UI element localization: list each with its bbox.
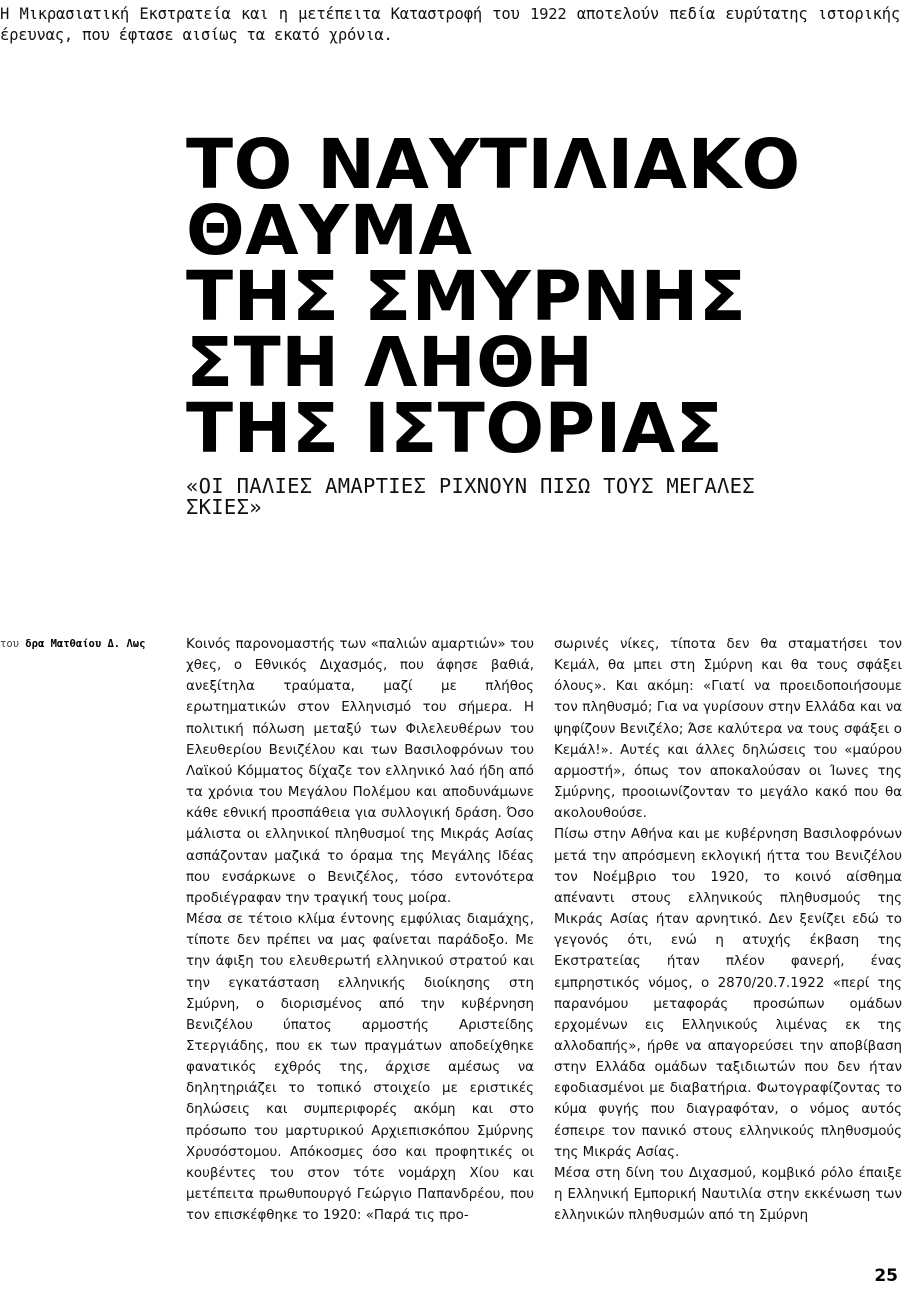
article-title [186, 125, 886, 469]
article-subtitle: «ΟΙ ΠΑΛΙΕΣ ΑΜΑΡΤΙΕΣ ΡΙΧΝΟΥΝ ΠΙΣΩ ΤΟΥΣ ΜΕΓΑΛΕΣ ΣΚΙΕΣ» [186, 474, 755, 519]
paragraph: Μέσα σε τέτοιο κλίμα έντονης εμφύλιας διαμάχης, τίποτε δεν πρέπει να μας φαίνεται παράδοξο. Με την άφιξη του ελευθερωτή ελληνικού στρατού και την εγκατάσταση ελληνικής διοίκησης στη Σμύρνη, ο διορισμένος από την κυβέρνηση Βενιζέλου ύπατος αρμοστής Αριστείδης Στεργιάδης, που εκ των πραγμάτων αποδείχθηκε φανατικός εχθρός της, άρχισε αμέσως να δηλητηριάζει το τοπικό στοιχείο με εριστικές δηλώσεις και συμπεριφορές ακόμη και στο πρόσωπο του μαρτυρικού Αρχιεπισκόπου Σμύρνης Χρυσόστομου. Απόκοσμες όσο και προφητικές οι κουβέντες του στον τότε νομάρχη Χίου και μετέπειτα πρωθυπουργό Γεώργιο Παπανδρέου, που τον επισκέφθηκε το 1920: «Παρά τις προ- [186, 912, 534, 1224]
title-line: ΣΤΗ ΛΗΘΗ [186, 323, 594, 403]
byline [0, 637, 175, 651]
title-line: ΘΑΥΜΑ [186, 191, 473, 271]
intro-text: Η Μικρασιατική Εκστρατεία και η μετέπειτα Καταστροφή του 1922 αποτελούν πεδία ευρύτατης ιστορικής έρευνας, που έφτασε αισίως τα εκατό χρόνια. [0, 5, 900, 44]
byline-author: δρα Ματθαίου Δ. Λως [25, 638, 146, 650]
paragraph: Πίσω στην Αθήνα και με κυβέρνηση Βασιλοφρόνων μετά την απρόσμενη εκλογική ήττα του Βενιζέλου τον Νοέμβριο του 1920, το κοινό αίσθημα απέναντι στους ελληνικούς πληθυσμούς της Μικράς Ασίας ήταν αρνητικό. Δεν ξενίζει εδώ το γεγονός ότι, ενώ η ατυχής έκβαση της Εκστρατείας ήταν πλέον φανερή, ένας εμπρηστικός νόμος, ο 2870/20.7.1922 «περί της παρανόμου μεταφοράς προσώπων ομάδων ερχομένων εις Ελληνικούς λιμένας εκ της αλλοδαπής», ήρθε να απαγορεύσει την αποβίβαση στην Ελλάδα ομάδων ταξιδιωτών που δεν ήταν εφοδιασμένοι με διαβατήρια. Φωτογραφίζοντας το κύμα φυγής που διαγραφόταν, ο νόμος αυτός έσπειρε τον πανικό στους ελληνικούς πληθυσμούς της Μικράς Ασίας. [554, 827, 902, 1160]
text-column-1 [186, 634, 534, 1226]
paragraph: Κοινός παρονομαστής των «παλιών αμαρτιών» του χθες, ο Εθνικός Διχασμός, που άφησε βαθιά, ανεξίτηλα τραύματα, μαζί με πλήθος ερωτηματικών στον Ελληνισμό του σήμερα. Η πολιτική πόλωση μεταξύ των Φιλελευθέρων του Ελευθερίου Βενιζέλου και των Βασιλοφρόνων του Λαϊκού Κόμματος δίχαζε τον ελληνικό λαό ήδη από τα χρόνια του Μεγάλου Πολέμου και αποδυνάμωνε κάθε εθνική προσπάθεια για συλλογική δράση. Όσο μάλιστα οι ελληνικοί πληθυσμοί της Μικράς Ασίας ασπάζονταν μαζικά το όραμα της Μεγάλης Ιδέας που ενσάρκωνε ο Βενιζέλος, τόσο εντονότερα προδιέγραφαν την τραγική τους μοίρα. [186, 637, 534, 906]
paragraph: σωρινές νίκες, τίποτα δεν θα σταματήσει τον Κεμάλ, θα μπει στη Σμύρνη και θα τους σφάξει όλους». Και ακόμη: «Γιατί να προειδοποιήσουμε τον πληθυσμό; Για να γυρίσουν στην Ελλάδα και να ψηφίζουν Βενιζέλο; Άσε καλύτερα να τους σφάξει ο Κεμάλ!». Αυτές και άλλες δηλώσεις του «μαύρου αρμοστή», όπως τον αποκαλούσαν οι Ίωνες της Σμύρνης, προοιωνίζονταν το μεγάλο κακό που θα ακολουθούσε. [554, 637, 902, 822]
title-line: ΤΗΣ ΙΣΤΟΡΙΑΣ [186, 389, 724, 469]
page-number: 25 [874, 1266, 898, 1286]
paragraph: Μέσα στη δίνη του Διχασμού, κομβικό ρόλο έπαιξε η Ελληνική Εμπορική Ναυτιλία στην εκκένωση των ελληνικών πληθυσμών από τη Σμύρνη [554, 1165, 902, 1224]
text-column-2 [554, 634, 902, 1226]
byline-prefix: του [0, 638, 19, 650]
title-line: ΤΗΣ ΣΜΥΡΝΗΣ [186, 257, 747, 337]
title-line: ΤΟ ΝΑΥΤΙΛΙΑΚΟ [186, 125, 801, 205]
